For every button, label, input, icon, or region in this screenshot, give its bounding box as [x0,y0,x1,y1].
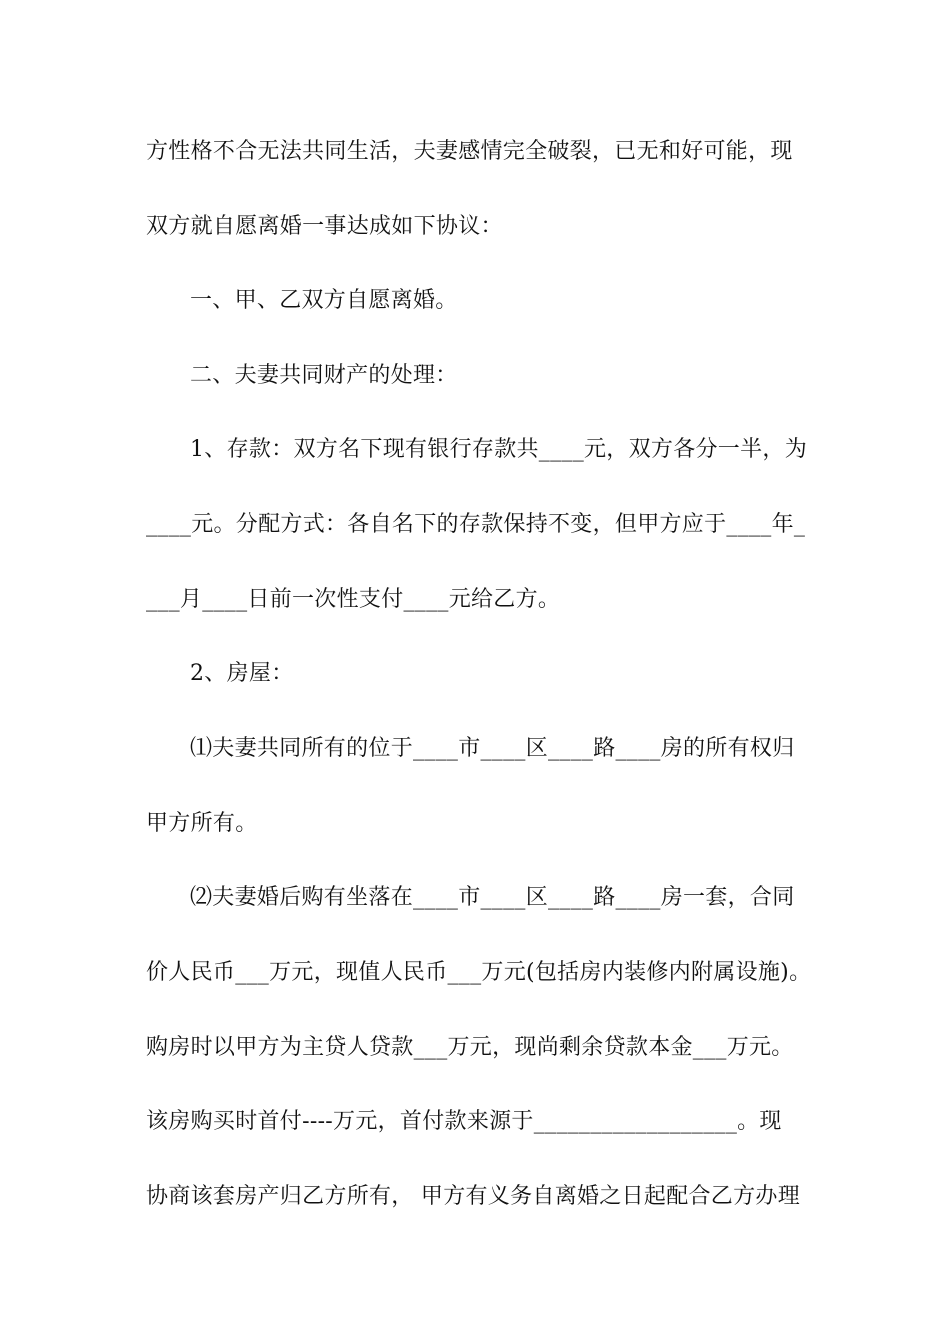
paragraph-line: 方性格不合无法共同生活，夫妻感情完全破裂，已无和好可能，现 [146,139,793,164]
paragraph-line: ___月____日前一次性支付____元给乙方。 [146,587,561,612]
paragraph-line: 购房时以甲方为主贷人贷款___万元，现尚剩余贷款本金___万元。 [146,1035,794,1060]
paragraph-line: 该房购买时首付----万元，首付款来源于__________________。现 [146,1109,782,1134]
paragraph-line: 双方就自愿离婚一事达成如下协议： [146,214,503,239]
paragraph-line: 1、存款：双方名下现有银行存款共____元，双方各分一半，为 [190,437,807,462]
paragraph-line: ⑵夫妻婚后购有坐落在____市____区____路____房一套，合同 [190,885,795,910]
paragraph-line: 价人民币___万元，现值人民币___万元(包括房内装修内附属设施)。 [146,960,812,985]
subsection-heading: 2、房屋： [190,661,294,686]
paragraph-line: 协商该套房产归乙方所有， 甲方有义务自离婚之日起配合乙方办理 [146,1184,800,1209]
paragraph-line: ____元。分配方式：各自名下的存款保持不变，但甲方应于____年_ [146,512,806,537]
paragraph-line: ⑴夫妻共同所有的位于____市____区____路____房的所有权归 [190,736,795,761]
paragraph-line: 甲方所有。 [146,811,258,836]
section-heading: 一、甲、乙双方自愿离婚。 [190,288,458,313]
section-heading: 二、夫妻共同财产的处理： [190,363,458,388]
